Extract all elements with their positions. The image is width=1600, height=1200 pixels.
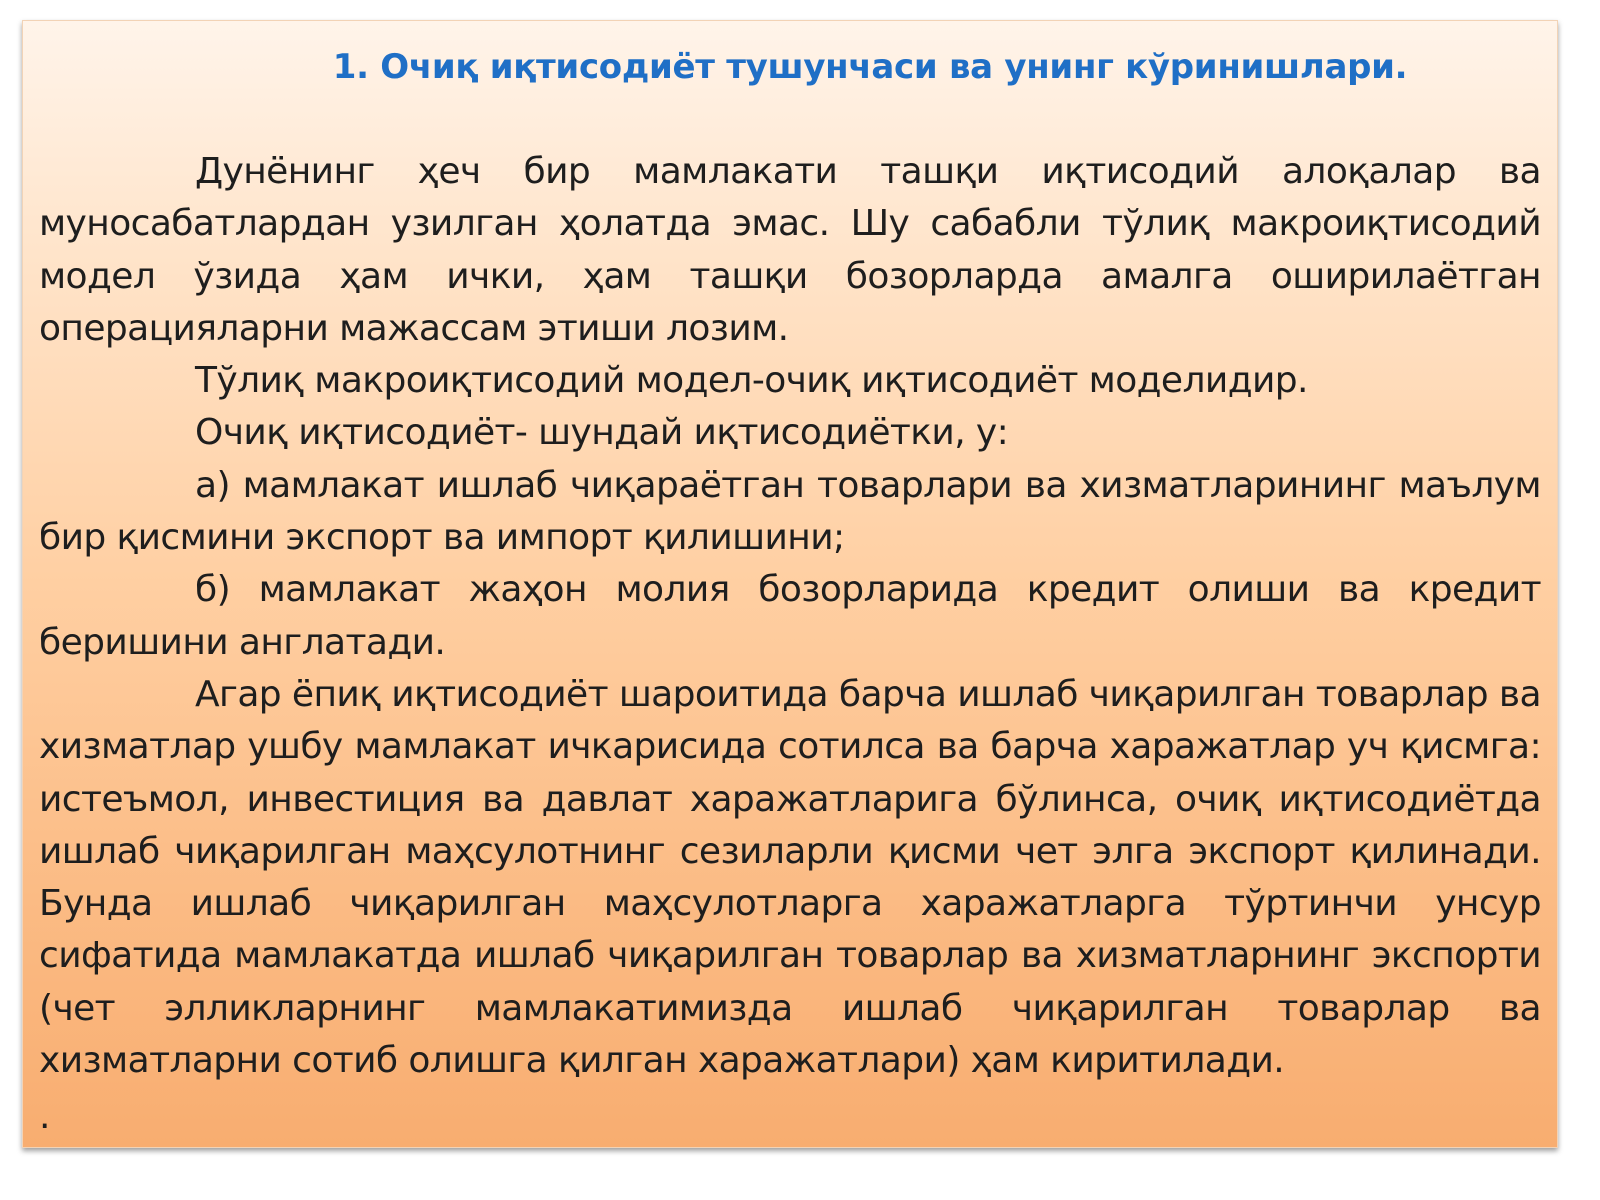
list-item-a: а) мамлакат ишлаб чиқараётган товарлари ва хизматларининг маълум бир қисмини экспорт ва импорт қилишини;: [39, 464, 1541, 559]
trailing-mark: .: [39, 1096, 51, 1137]
paragraph-open-economy: Очиқ иқтисодиёт- шундай иқтисодиётки, у:: [195, 412, 1009, 454]
paragraph-definition: Тўлиқ макроиқтисодий модел-очиқ иқтисодиёт моделидир.: [195, 360, 1308, 402]
slide-title: 1. Очиқ иқтисодиёт тушунчаси ва унинг кўринишлари.: [332, 47, 1408, 87]
slide-body-text: [39, 146, 1541, 1087]
list-item-b: б) мамлакат жаҳон молия бозорларида кредит олиши ва кредит беришини англатади.: [39, 569, 1541, 663]
slide: [22, 20, 1558, 1148]
paragraph-intro: Дунёнинг ҳеч бир мамлакати ташқи иқтисодий алоқалар ва муносабатлардан узилган ҳолатда эмас. Шу сабабли тўлиқ макроиқтисодий модел ўзида ҳам ички, ҳам ташқи бозорларда амалга оширилаётган операцияларни мажассам этиши лозим.: [39, 151, 1541, 349]
paragraph-closed-vs-open: Агар ёпиқ иқтисодиёт шароитида барча ишлаб чиқарилган товарлар ва хизматлар ушбу мамлакат ичкарисида сотилса ва барча харажатлар уч қисмга: истеъмол, инвестиция ва давлат харажатларига бўлинса, очиқ иқтисодиётда ишлаб чиқарилган маҳсулотнинг сезиларли қисми чет элга экспорт қилинади. Бунда ишлаб чиқарилган маҳсулотларга харажатларга тўртинчи унсур сифатида мамлакатда ишлаб чиқарилган товарлар ва хизматларнинг экспорти (чет элликларнинг мамлакатимизда ишлаб чиқарилган товарлар ва хизматларни сотиб олишга қилган харажатлари) ҳам киритилади.: [39, 673, 1541, 1082]
